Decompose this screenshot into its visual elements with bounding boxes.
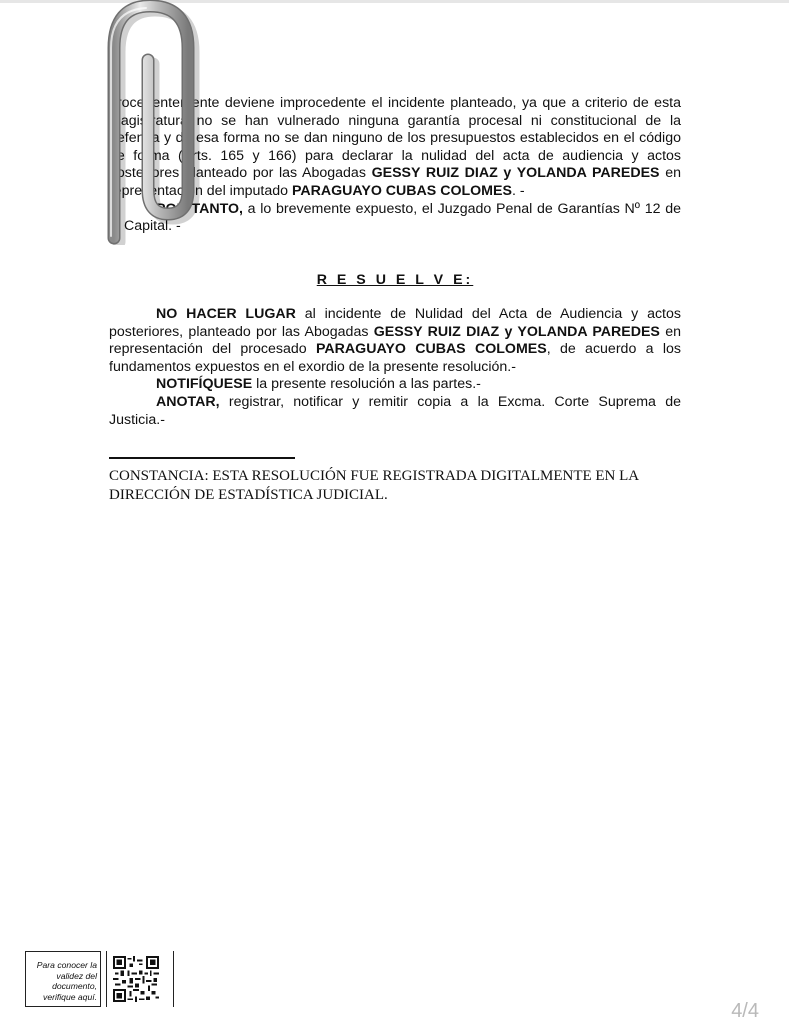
verify-validity-box[interactable] [25,951,101,1007]
qr-code-icon[interactable] [113,956,159,1002]
resolution-items [109,306,681,429]
paragraph-considerando: procedentemente deviene improcedente el incidente planteado, ya que a criterio de esta Magistratura no se han vulnerado ninguna garantía procesal ni constitucional de la defensa y de esa forma no se dan ninguno de los presupuestos establecidos en el código de forma (Arts. 165 y 166) para declarar la nulidad del acta de audiencia y actos posteriores planteado por las Abogadas GESSY RUIZ DIAZ y YOLANDA PAREDES en representación del imputado PARAGUAYO CUBAS COLOMES. - [109,95,681,199]
verify-text: Para conocer la validez del documento, verifique aquí. [36,960,97,1002]
paperclip-icon [80,0,210,245]
resolution-item-3: ANOTAR, registrar, notificar y remitir copia a la Excma. Corte Suprema de Justicia.- [109,393,681,428]
signature-line [109,457,295,459]
lawyers-name: GESSY RUIZ DIAZ y YOLANDA PAREDES [371,165,660,182]
page-number: 4/4 [731,1000,759,1022]
resuelve-heading: R E S U E L V E: [316,272,474,288]
paragraph-por-tanto: POR TANTO, a lo brevemente expuesto, el Juzgado Penal de Garantías Nº 12 de la Capital. - [109,200,681,235]
resolution-item-2: NOTIFÍQUESE la presente resolución a las partes.- [156,376,481,393]
resolution-item-1: NO HACER LUGAR al incidente de Nulidad del Acta de Audiencia y actos posteriores, planteado por las Abogadas GESSY RUIZ DIAZ y YOLANDA PAREDES en representación del procesado PARAGUAYO CUBAS COLOMES, de acuerdo a los fundamentos expuestos en el exordio de la presente resolución.- [109,306,681,375]
accused-name: PARAGUAYO CUBAS COLOMES [292,182,512,199]
constancia-note: CONSTANCIA: ESTA RESOLUCIÓN FUE REGISTRADA DIGITALMENTE EN LA DIRECCIÓN DE ESTADÍSTICA JUDICIAL. [109,468,639,503]
